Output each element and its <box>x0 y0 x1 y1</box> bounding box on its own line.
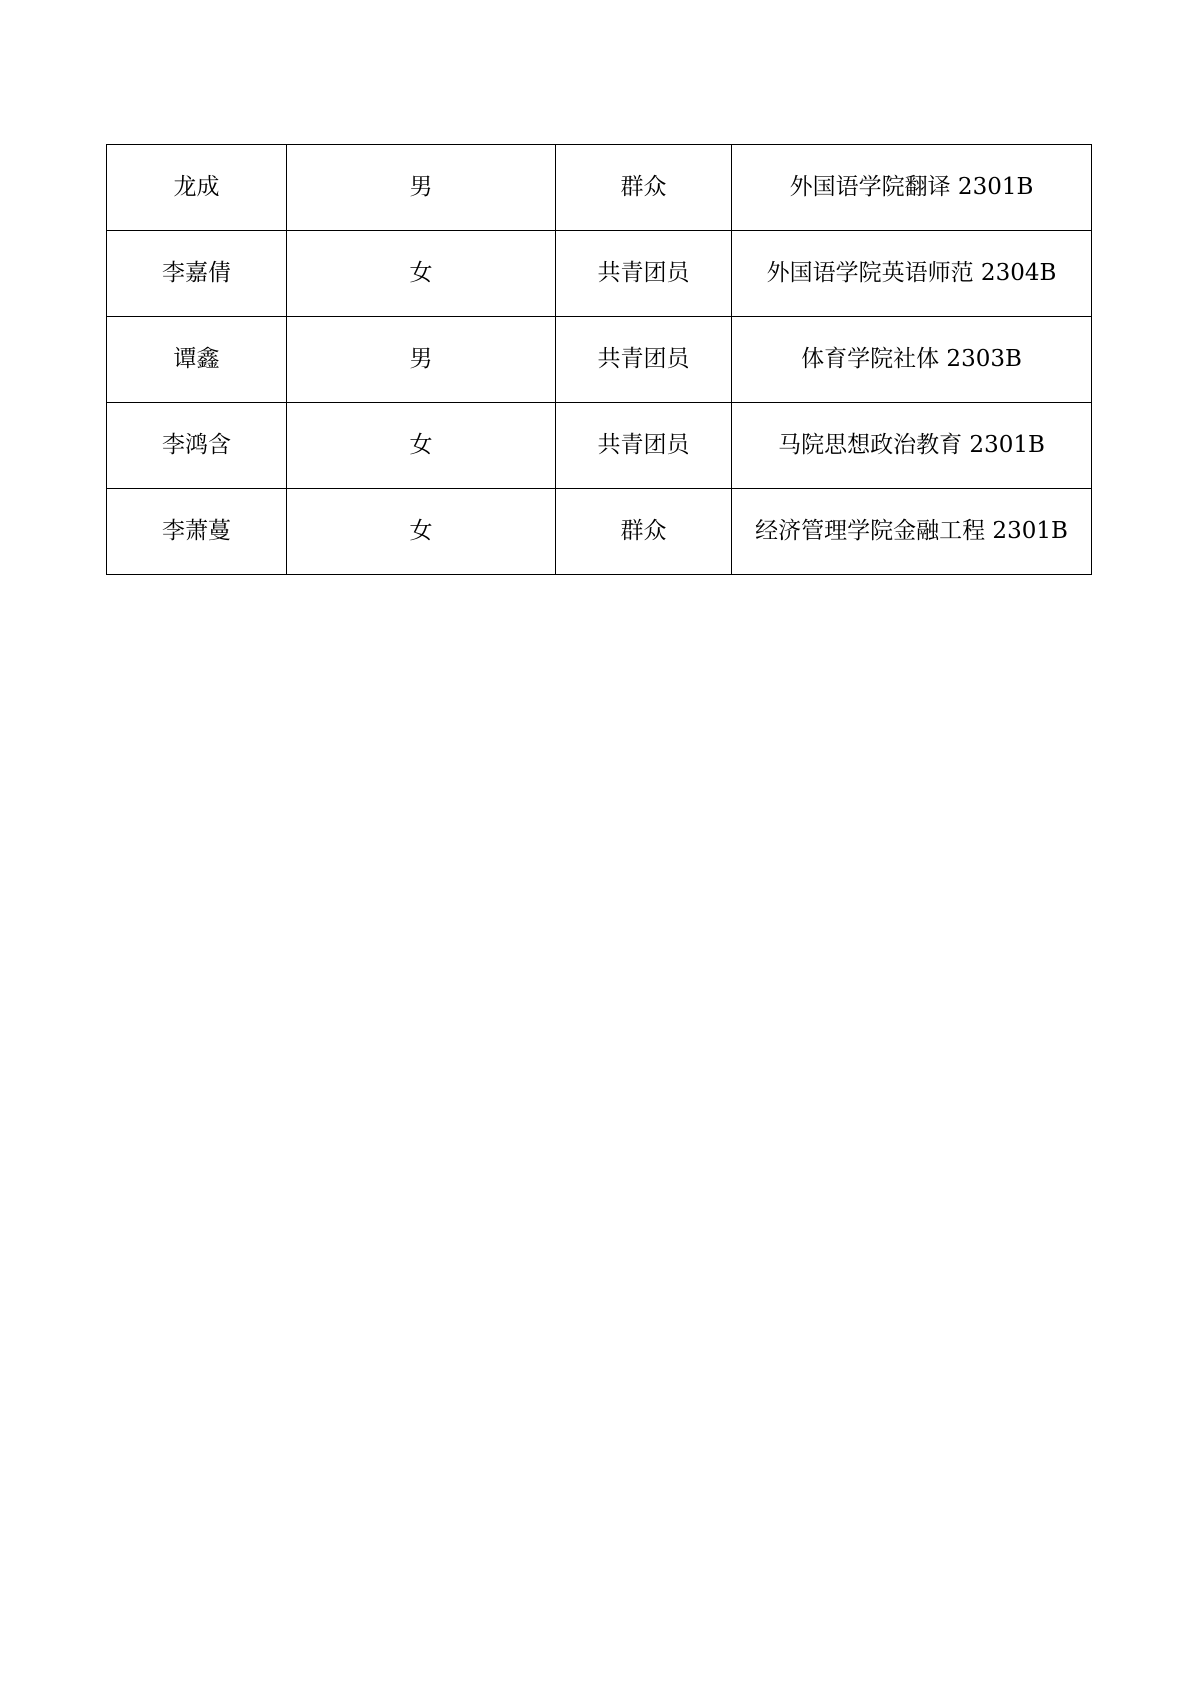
name-cell: 龙成 <box>107 145 287 231</box>
table-row <box>107 489 1092 575</box>
political-status-cell: 共青团员 <box>556 317 732 403</box>
political-status-cell: 共青团员 <box>556 231 732 317</box>
class-cell: 体育学院社体 2303B <box>732 317 1092 403</box>
political-status-cell: 群众 <box>556 489 732 575</box>
gender-cell: 女 <box>287 489 556 575</box>
table-row <box>107 403 1092 489</box>
gender-cell: 女 <box>287 403 556 489</box>
table-row <box>107 231 1092 317</box>
gender-cell: 男 <box>287 317 556 403</box>
gender-cell: 女 <box>287 231 556 317</box>
class-cell: 经济管理学院金融工程 2301B <box>732 489 1092 575</box>
class-cell: 外国语学院翻译 2301B <box>732 145 1092 231</box>
table-row <box>107 317 1092 403</box>
name-cell: 李鸿含 <box>107 403 287 489</box>
table-row <box>107 145 1092 231</box>
political-status-cell: 共青团员 <box>556 403 732 489</box>
name-cell: 李萧蔓 <box>107 489 287 575</box>
class-cell: 马院思想政治教育 2301B <box>732 403 1092 489</box>
gender-cell: 男 <box>287 145 556 231</box>
political-status-cell: 群众 <box>556 145 732 231</box>
student-roster-table <box>106 144 1092 575</box>
class-cell: 外国语学院英语师范 2304B <box>732 231 1092 317</box>
name-cell: 谭鑫 <box>107 317 287 403</box>
name-cell: 李嘉倩 <box>107 231 287 317</box>
